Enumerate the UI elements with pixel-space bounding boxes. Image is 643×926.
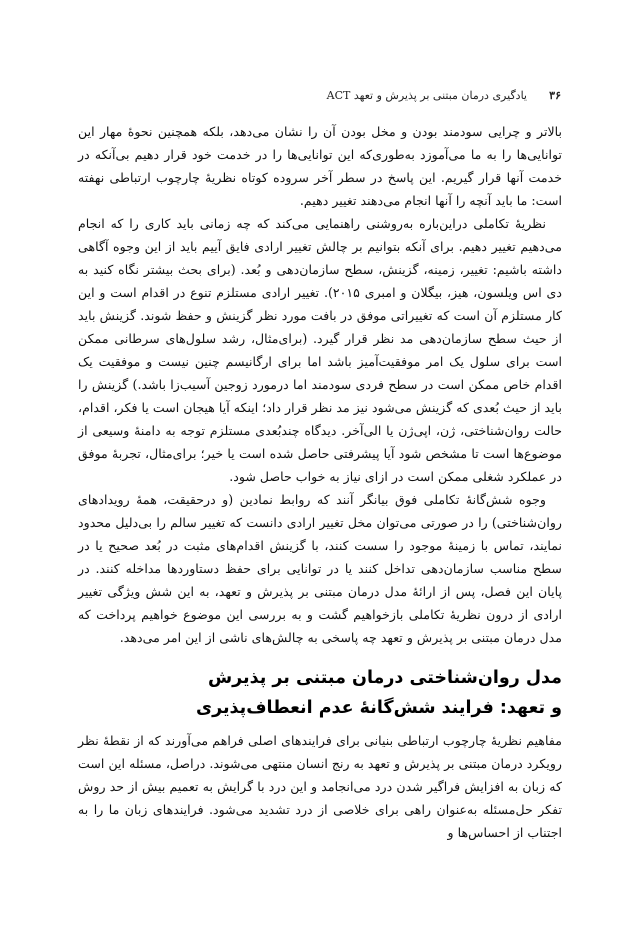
body-paragraph: نظریهٔ تکاملی دراین‌باره به‌روشنی راهنمایی می‌کند که چه زمانی باید کاری را که انجام می‌دهیم تغییر دهیم. برای آنکه بتوانیم بر چالش تغییر ارادی فایق آییم باید از این وجوه آگاهی داشته باشیم: تغییر، زمینه، گزینش، سطح سازمان‌دهی و بُعد. (برای بحث بیشتر نگاه کنید به دی اس ویلسون، هیز، بیگلان و امبری ۲۰۱۵). تغییر ارادی مستلزم تنوع در اقدام است و این کار مستلزم آن است که تغییراتی موفق در بافت مورد نظر گزینش و حفظ شوند. گزینش باید از حیث سطح سازمان‌دهی مد نظر قرار گیرد. (برای‌مثال، رشد سلول‌های سرطانی ممکن است برای سلول یک امر موفقیت‌آمیز باشد اما برای ارگانیسم چنین نیست و موفقیت یک اقدام خاص ممکن است در سطح فردی سودمند اما درمورد زوجین آسیب‌زا باشد.) گزینش را باید از حیث بُعدی که گزینش می‌شود نیز مد نظر قرار داد؛ اینکه آیا هیجان است یا فکر، اقدام، حالت روان‌شناختی، ژن، اپی‌ژن یا الی‌آخر. دیدگاه چندبُعدی مستلزم توجه به دامنهٔ وسیعی از موضوع‌ها است تا مشخص شود آیا پیشرفتی حاصل شده است یا خیر؛ برای‌مثال، تجربهٔ موفق در عملکرد شغلی ممکن است در ازای نیاز به خواب حاصل شود. (78, 216, 562, 484)
body-paragraph: مفاهیم نظریهٔ چارچوب ارتباطی بنیانی برای فرایندهای اصلی فراهم می‌آورند که از نقطهٔ نظر رویکرد درمان مبتنی بر پذیرش و تعهد به رنج انسان منتهی می‌شوند. دراصل، مسئله این است که زبان به افزایش فراگیر شدن درد می‌انجامد و این درد با گرایش به تعمیم بیش از حد روش تفکر حل‌مسئله به‌عنوان راهی برای خلاصی از درد تشدید می‌شود. فرایندهای زبان ما را به اجتناب از احساس‌ها و (78, 733, 562, 840)
section-heading-line-1: مدل روان‌شناختی درمان مبتنی بر پذیرش (208, 668, 562, 688)
section-heading-line-2: و تعهد: فرایند شش‌گانهٔ عدم انعطاف‌پذیری (196, 698, 562, 718)
page-body (78, 120, 562, 844)
section-heading (78, 663, 562, 723)
body-paragraph: وجوه شش‌گانهٔ تکاملی فوق بیانگر آنند که روابط نمادین (و درحقیقت، همهٔ رویدادهای روان‌شناختی) را در صورتی می‌توان مخل تغییر ارادی دانست که تغییر سالم را بی‌دلیل محدود نمایند، تماس با زمینهٔ موجود را سست کنند، با گزینش اقدام‌های مثبت در بُعد صحیح یا در سطح مناسب سازمان‌دهی تداخل کنند یا در توانایی برای حفظ دستاوردها مداخله کنند. در پایان این فصل، پس از ارائهٔ مدل درمان مبتنی بر پذیرش و تعهد، به این شش ویژگی تغییر ارادی از درون نظریهٔ تکاملی بازخواهیم گشت و به بررسی این موضوع خواهیم پرداخت که مدل درمان مبتنی بر پذیرش و تعهد چه پاسخی به چالش‌های ناشی از این امر می‌دهد. (78, 492, 562, 645)
body-paragraph: بالاتر و چرایی سودمند بودن و مخل بودن آن را نشان می‌دهد، بلکه همچنین نحوهٔ مهار این توانایی‌ها را به ما می‌آموزد به‌طوری‌که این توانایی‌ها را در خدمت خود قرار دهیم بی‌آنکه در خدمت آنها قرار گیریم. این پاسخ در سطر آخر سروده کوتاه نظریهٔ چارچوب ارتباطی نهفته است: ما باید آنچه را آنها انجام می‌دهند تغییر دهیم. (78, 124, 562, 208)
page-number: ۳۶ (549, 89, 561, 102)
running-head (78, 85, 561, 107)
running-title: یادگیری درمان مبتنی بر پذیرش و تعهد ACT (326, 89, 527, 102)
